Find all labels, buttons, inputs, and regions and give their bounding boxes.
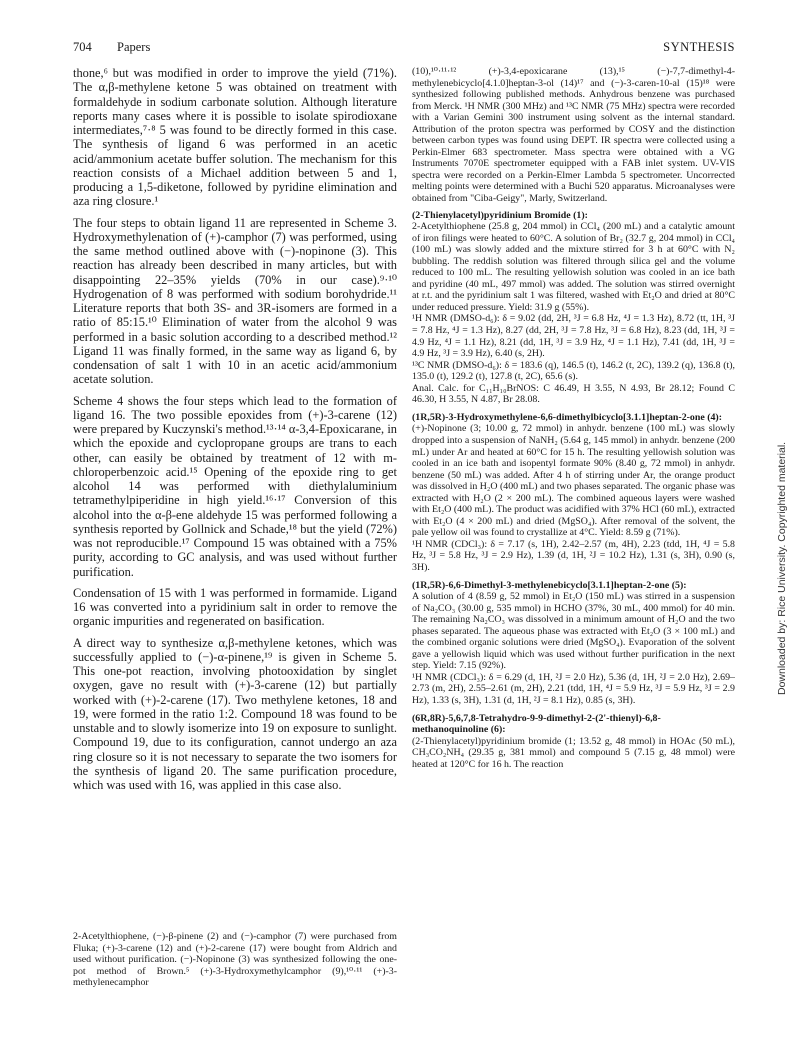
nmr-data: ¹³C NMR (DMSO-d₆): δ = 183.6 (q), 146.5 (t), 146.2 (t, 2C), 139.2 (q), 136.8 (t), 135.0 (t), 129.2 (t), 127.8 (t, 2C), 65.6 (s). — [412, 359, 735, 383]
right-column — [412, 66, 735, 770]
nmr-data: ¹H NMR (CDCl₃): δ = 7.17 (s, 1H), 2.42–2.57 (m, 4H), 2.23 (tdd, 1H, ⁴J = 5.8 Hz, ³J = 5.8 Hz, ³J = 2.9 Hz), 1.39 (d, 1H, ²J = 10.2 Hz), 1.31 (s, 3H), 0.90 (s, 3H). — [412, 538, 735, 573]
body-paragraph: The four steps to obtain ligand 11 are represented in Scheme 3. Hydroxymethylenation of (+)-camphor (7) was performed, using the same method outlined above with (−)-nopinone (3). This reaction has already been described in many articles, but with disappointing 22–35% yields (70% in our case).⁹·¹⁰ Hydrogenation of 8 was performed with sodium borohydride.¹¹ Literature reports that both 3S- and 3R-isomers are formed in a ratio of 85:15.¹⁰ Elimination of water from the alcohol 9 was performed in a basic solution according to a described method.¹² Ligand 11 was finally formed, in the same way as ligand 6, by condensation of salt 1 with 10 in an acetic acid/ammonium acetate solution. — [73, 215, 397, 387]
compound-heading: (2-Thienylacetyl)pyridinium Bromide (1): — [412, 209, 588, 221]
procedure-text: A solution of 4 (8.59 g, 52 mmol) in Et₂O (150 mL) was stirred in a suspension of Na₂CO₃ (30.00 g, 535 mmol) in HCHO (37%, 30 mL, 400 mmol) for 40 min. The remaining Na₂CO₃ was dissolved in a minimum amount of H₂O and the two phases separated. The aqueous phase was extracted with Et₂O (3 × 100 mL) and the combined organic solutions were dried (MgSO₄). Evaporation of the solvent gave a yellowish liquid which was used without further purification in the next step. Yield: 7.15 (92%). — [412, 591, 735, 672]
experimental-footnote: 2-Acetylthiophene, (−)-β-pinene (2) and (−)-camphor (7) were purchased from Fluka; (+)-3-carene (12) and (+)-2-carene (17) were bought from Aldrich and used without purification. (−)-Nopinone (3) was synthesized following the one-pot method of Brown.⁵ (+)-3-Hydroxymethylcamphor (9),¹⁰·¹¹ (+)-3-methylenecamphor — [73, 931, 397, 989]
body-paragraph: thone,⁶ but was modified in order to improve the yield (71%). The α,β-methylene ketone 5 was obtained on treatment with formaldehyde in sodium carbonate solution. Although literature reports many cases where it is possible to isolate spirodioxane intermediates,⁷·⁸ 5 was found to be directly formed in this case. The synthesis of ligand 6 was performed in an acetic acid/ammonium acetate buffer solution. The mechanism for this reaction consists of a Michael addition between 5 and 1, producing a 1,5-diketone, followed by pyridine elimination and aza ring closure.¹ — [73, 66, 397, 209]
page-header — [73, 40, 735, 56]
section-label: Papers — [117, 40, 151, 54]
compound-heading: (1R,5R)-6,6-Dimethyl-3-methylenebicyclo[3.1.1]heptan-2-one (5): — [412, 579, 687, 591]
compound-heading: (6R,8R)-5,6,7,8-Tetrahydro-9-9-dimethyl-2-(2'-thienyl)-6,8-methanoquinoline (6): — [412, 712, 661, 736]
journal-name: SYNTHESIS — [663, 40, 735, 54]
procedure-text: 2-Acetylthiophene (25.8 g, 204 mmol) in CCl₄ (200 mL) and a catalytic amount of iron filings were heated to 60°C. A solution of Br₂ (32.7 g, 204 mmol) in CCl₄ (100 mL) was slowly added and the mixture stirred for 3 h at 60°C with N₂ bubbling. The reddish solution was filtered through silica gel and the volume reduced to 100 mL. The resulting yellowish solution was cooled in an ice bath and pyridine (40 mL, 497 mmol) was added. The solution was stirred overnight at r.t. and the pyridinium salt 1 was filtered, washed with Et₂O and dried at 80°C under reduced pressure. Yield: 31.9 g (55%). — [412, 221, 735, 313]
body-paragraph: A direct way to synthesize α,β-methylene ketones, which was successfully applied to (−)-α-pinene,¹⁹ is given in Scheme 5. This one-pot reaction, involving photooxidation by singlet oxygen, gave no result with (+)-3-carene (12) but partially worked with (+)-2-carene (17). Two methylene ketones, 18 and 19, were formed in the ratio 1:2. Compound 18 was found to be unstable and to slowly isomerize into 19 on exposure to sunlight. Compound 19, due to its configuration, cannot undergo an aza ring closure so it is not necessary to separate the two isomers for the synthesis of ligand 20. The same purification procedure, which was used with 16, was applied in this case also. — [73, 635, 397, 792]
download-watermark-text: Downloaded by: Rice University. Copyrighted material. — [776, 441, 788, 695]
nmr-data: ¹H NMR (CDCl₃): δ = 6.29 (d, 1H, ²J = 2.0 Hz), 5.36 (d, 1H, ²J = 2.0 Hz), 2.69–2.73 (m, 2H), 2.55–2.61 (m, 2H), 2.21 (tdd, 1H, ⁴J = 5.9 Hz, ³J = 5.9 Hz, ³J = 2.9 Hz), 1.33 (s, 3H), 1.31 (d, 1H, ²J = 8.1 Hz), 0.85 (s, 3H). — [412, 671, 735, 706]
body-paragraph: Scheme 4 shows the four steps which lead to the formation of ligand 16. The two possible epoxides from (+)-3-carene (12) were prepared by Kuczynski's method.¹³·¹⁴ α-3,4-Epoxicarane, in which the epoxide and cyclopropane groups are trans to each other, can easily be obtained by treatment of 12 with m-chloroperbenzoic acid.¹⁵ Opening of the epoxide ring to get alcohol 14 was performed with diethylaluminium tetramethylpiperidine in high yield.¹⁶·¹⁷ Conversion of this alcohol into the α-β-ene aldehyde 15 was performed following a synthesis reported by Gollnick and Schade,¹⁸ but the yield (72%) was not reproducible.¹⁷ Compound 15 was obtained with a 75% purity, according to GC analysis, and was used without further purification. — [73, 393, 397, 579]
page-number: 704 — [73, 40, 92, 54]
experimental-intro: (10),¹⁰·¹¹·¹² (+)-3,4-epoxicarane (13),¹⁵ (−)-7,7-dimethyl-4-methylenebicyclo[4.1.0]heptan-3-ol (14)¹⁷ and (−)-3-caren-10-al (15)¹⁸ were synthesized following published methods. Anhydrous benzene was purchased from Merck. ¹H NMR (300 MHz) and ¹³C NMR (75 MHz) spectra were recorded with a Varian Gemini 300 instrument using solvent as the internal standard. Attribution of the proton spectra was performed by COSY and the distinction between carbon types was found using DEPT. IR spectra were collected using a Perkin-Elmer 683 spectrometer. Mass spectra were obtained with a VG Instruments 7070E spectrometer equipped with a FAB inlet system. UV-VIS spectra were recorded on a Perkin-Elmer Lambda 5 spectrometer. Uncorrected melting points were determined with a Buchi 520 apparatus. Microanalyses were obtained from "Ciba-Geigy", Marly, Switzerland. — [412, 66, 735, 205]
compound-heading: (1R,5R)-3-Hydroxymethylene-6,6-dimethylbicyclo[3.1.1]heptan-2-one (4): — [412, 411, 723, 423]
procedure-text: (+)-Nopinone (3; 10.00 g, 72 mmol) in anhydr. benzene (100 mL) was slowly dropped into a suspension of NaNH₂ (5.64 g, 145 mmol) in anhydr. benzene (200 mL) under Ar and heated at 60°C for 15 h. The resulting yellowish solution was cooled in an ice bath and isopentyl formate 90% (8.40 g, 72 mmol) in anhydr. benzene (50 mL) was added. After 4 h of stirring under Ar, the orange product was dissolved in H₂O (400 mL) and two phases separated. The organic phase was extracted with H₂O (2 × 200 mL). The combined aqueous layers were washed with Et₂O (400 mL). The product was acidified with 37% HCl (60 mL), extracted with Et₂O (4 × 200 mL) and dried (MgSO₄). After removal of the solvent, the pale yellow oil was found to crystallize at 4°C. Yield: 8.59 g (71%). — [412, 423, 735, 539]
left-column — [73, 66, 397, 799]
body-paragraph: Condensation of 15 with 1 was performed in formamide. Ligand 16 was converted into a pyridinium salt in order to remove the organic impurities and regenerated on basification. — [73, 585, 397, 629]
analysis-data: Anal. Calc. for C₁₁H₁₀BrNOS: C 46.49, H 3.55, N 4.93, Br 28.12; Found C 46.30, H 3.55, N 4.87, Br 28.08. — [412, 382, 735, 406]
procedure-text: (2-Thienylacetyl)pyridinium bromide (1; 13.52 g, 48 mmol) in HOAc (50 mL), CH₃CO₂NH₄ (29.35 g, 381 mmol) and compound 5 (7.15 g, 48 mmol) were heated at 120°C for 16 h. The reaction — [412, 735, 735, 770]
nmr-data: ¹H NMR (DMSO-d₆): δ = 9.02 (dd, 2H, ³J = 6.8 Hz, ⁴J = 1.3 Hz), 8.72 (tt, 1H, ³J = 7.8 Hz, ⁴J = 1.3 Hz), 8.27 (dd, 2H, ³J = 7.8 Hz, ³J = 6.8 Hz), 8.23 (dd, 1H, ³J = 4.9 Hz, ⁴J = 1.1 Hz), 8.21 (dd, 1H, ³J = 3.9 Hz, ⁴J = 1.1 Hz), 7.41 (dd, 1H, ³J = 4.9 Hz, ³J = 3.9 Hz), 6.40 (s, 2H). — [412, 313, 735, 360]
